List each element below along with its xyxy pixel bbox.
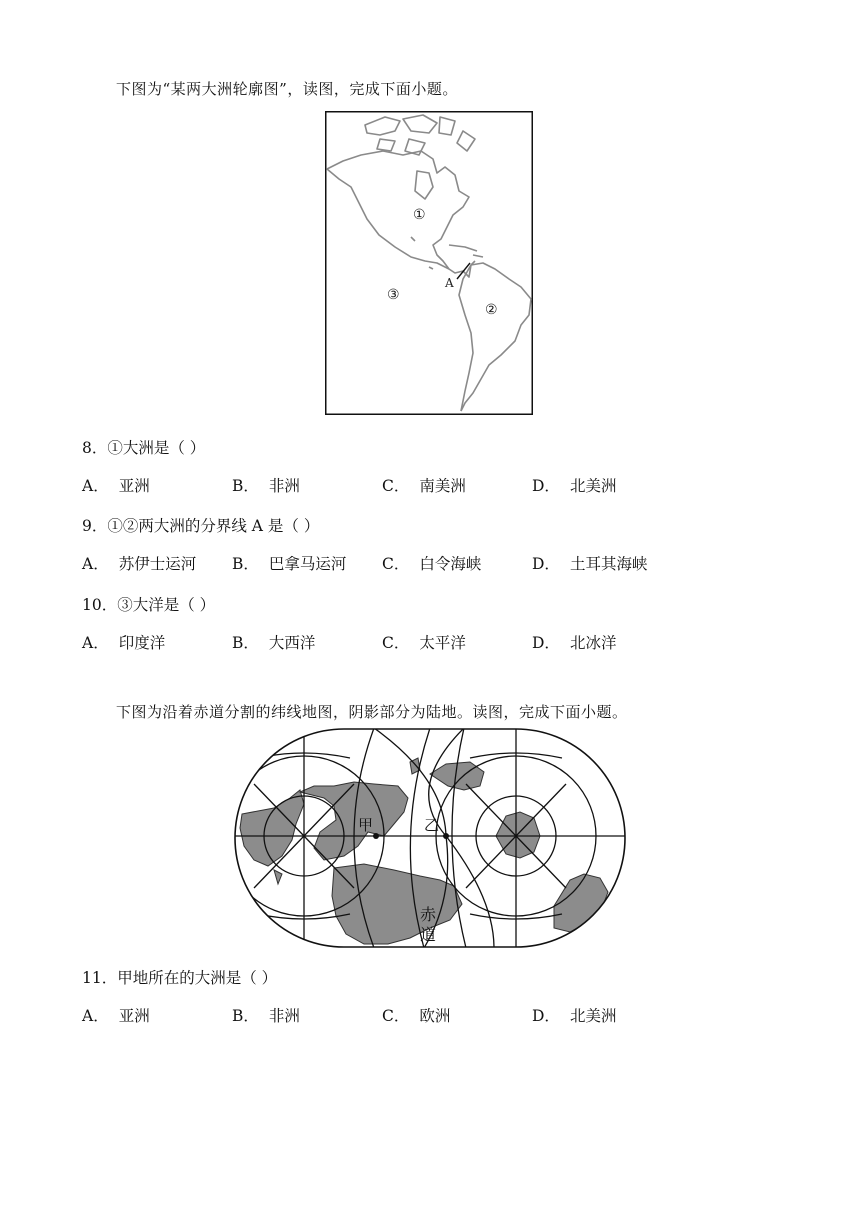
question-10-option-d[interactable]: D． 北冰洋: [532, 634, 617, 652]
question-9-option-a[interactable]: A． 苏伊士运河: [82, 555, 197, 573]
map1-label-3: ③: [387, 287, 400, 303]
equator-split-map: [234, 728, 626, 948]
question-8-option-b[interactable]: B． 非洲: [232, 477, 300, 495]
section1-intro: 下图为“某两大洲轮廓图”，读图，完成下面小题。: [116, 80, 458, 98]
point-yi: [443, 833, 449, 839]
question-11-option-a[interactable]: A． 亚洲: [82, 1007, 150, 1025]
question-9-option-c[interactable]: C． 白令海峡: [382, 555, 482, 573]
map1-label-1: ①: [413, 207, 426, 223]
question-11-option-d[interactable]: D． 北美洲: [532, 1007, 617, 1025]
map2-label-yi: 乙: [424, 816, 440, 834]
question-10-option-b[interactable]: B． 大西洋: [232, 634, 316, 652]
question-9-option-b[interactable]: B． 巴拿马运河: [232, 555, 347, 573]
landmass-antarctica: [496, 812, 540, 858]
question-10-stem: 10．③大洋是（ ）: [82, 596, 216, 614]
question-10-option-c[interactable]: C． 太平洋: [382, 634, 466, 652]
map1-label-a: A: [445, 276, 454, 290]
question-8-option-d[interactable]: D． 北美洲: [532, 477, 617, 495]
map2-label-chi: 赤: [420, 905, 437, 924]
question-10-option-a[interactable]: A． 印度洋: [82, 634, 166, 652]
question-8-option-a[interactable]: A． 亚洲: [82, 477, 150, 495]
question-11-stem: 11．甲地所在的大洲是（ ）: [82, 969, 278, 987]
map2-label-dao: 道: [420, 925, 437, 944]
point-jia: [373, 833, 379, 839]
section2-intro: 下图为沿着赤道分割的纬线地图，阴影部分为陆地。读图，完成下面小题。: [116, 703, 628, 721]
question-8-stem: 8．①大洲是（ ）: [82, 439, 206, 457]
map1-label-2: ②: [485, 302, 498, 318]
question-8-option-c[interactable]: C． 南美洲: [382, 477, 466, 495]
map2-label-jia: 甲: [358, 816, 374, 834]
question-11-option-b[interactable]: B． 非洲: [232, 1007, 300, 1025]
landmass-left: [240, 790, 304, 866]
continents-map: [325, 111, 533, 415]
question-9-stem: 9．①②两大洲的分界线 A 是（ ）: [82, 517, 320, 535]
question-11-option-c[interactable]: C． 欧洲: [382, 1007, 451, 1025]
question-9-option-d[interactable]: D． 土耳其海峡: [532, 555, 648, 573]
